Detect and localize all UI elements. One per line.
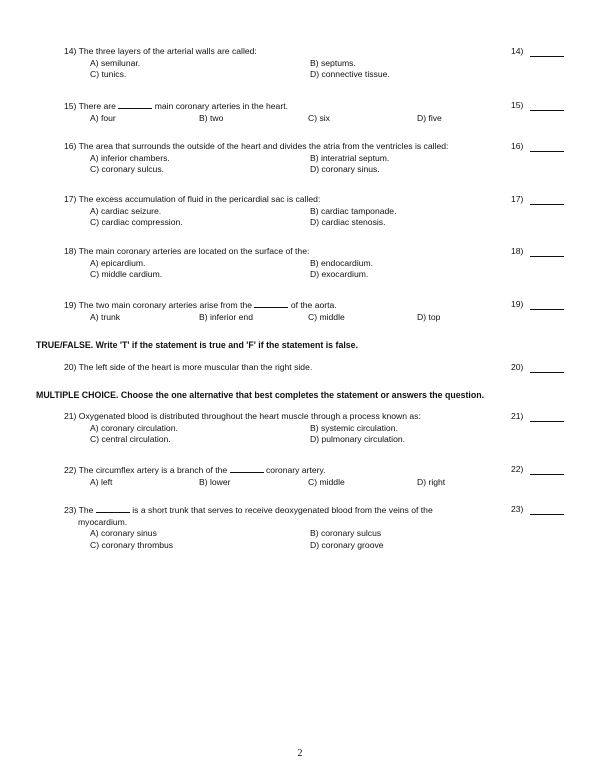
answer-number: 19) bbox=[511, 299, 524, 309]
option-d: D) exocardium. bbox=[310, 269, 369, 279]
option-c: C) middle cardium. bbox=[90, 269, 163, 279]
option-b: B) interatrial septum. bbox=[310, 152, 390, 163]
page-number: 2 bbox=[297, 748, 303, 759]
option-c: C) coronary thrombus bbox=[90, 539, 174, 550]
option-c: C) middle bbox=[308, 311, 345, 322]
option-a: A) coronary circulation. bbox=[90, 422, 178, 433]
answer-blank[interactable] bbox=[530, 110, 564, 111]
fill-in-blank bbox=[254, 299, 288, 308]
stem-text-before: 22) The circumflex artery is a branch of the bbox=[64, 465, 228, 475]
question-stem: 21) Oxygenated blood is distributed throughout the heart muscle through a process known as: bbox=[64, 411, 421, 421]
option-b: B) inferior end bbox=[199, 311, 253, 322]
option-d: D) right bbox=[417, 476, 446, 487]
option-b: B) two bbox=[199, 112, 224, 123]
option-b: B) systemic circulation. bbox=[310, 422, 398, 433]
option-c: C) coronary sulcus. bbox=[90, 164, 165, 174]
question-stem: 18) The main coronary arteries are located on the surface of the: bbox=[64, 246, 310, 256]
option-d: D) pulmonary circulation. bbox=[310, 434, 406, 444]
question-19 bbox=[64, 299, 564, 323]
option-d: D) coronary groove bbox=[310, 539, 384, 550]
option-b: B) coronary sulcus bbox=[310, 528, 382, 538]
stem-text-after: coronary artery. bbox=[265, 465, 326, 475]
option-c: C) six bbox=[308, 112, 330, 123]
option-d: D) top bbox=[417, 311, 441, 322]
stem-text-after: of the aorta. bbox=[290, 300, 337, 310]
question-21 bbox=[64, 411, 564, 446]
option-a: A) coronary sinus bbox=[90, 528, 157, 538]
option-c: C) central circulation. bbox=[90, 434, 171, 444]
option-a: A) semilunar. bbox=[90, 57, 141, 68]
question-stem: 17) The excess accumulation of fluid in the pericardial sac is called: bbox=[64, 194, 321, 204]
option-d: D) five bbox=[417, 112, 442, 123]
options bbox=[64, 423, 564, 446]
option-b: B) endocardium. bbox=[310, 257, 374, 268]
question-stem: 20) The left side of the heart is more muscular than the right side. bbox=[64, 362, 313, 372]
options bbox=[64, 58, 564, 81]
question-stem bbox=[64, 504, 564, 528]
option-c: C) cardiac compression. bbox=[90, 217, 183, 227]
question-18 bbox=[64, 246, 564, 281]
answer-blank[interactable] bbox=[530, 421, 564, 422]
answer-number: 14) bbox=[511, 46, 524, 56]
stem-text-before: 19) The two main coronary arteries arise from the bbox=[64, 300, 253, 310]
option-d: D) cardiac stenosis. bbox=[310, 217, 386, 227]
option-b: B) lower bbox=[199, 476, 231, 487]
option-a: A) four bbox=[90, 112, 116, 123]
answer-blank[interactable] bbox=[530, 256, 564, 257]
question-14 bbox=[64, 46, 564, 81]
answer-blank[interactable] bbox=[530, 514, 564, 515]
options bbox=[64, 477, 564, 489]
answer-blank[interactable] bbox=[530, 204, 564, 205]
section-heading-multiple-choice: MULTIPLE CHOICE. Choose the one alternative that best completes the statement or answers the question. bbox=[36, 390, 485, 400]
question-15 bbox=[64, 100, 564, 124]
answer-number: 18) bbox=[511, 246, 524, 256]
options bbox=[64, 312, 564, 324]
option-a: A) cardiac seizure. bbox=[90, 205, 162, 216]
option-b: B) septums. bbox=[310, 57, 356, 68]
options bbox=[64, 528, 564, 551]
answer-number: 23) bbox=[511, 504, 524, 514]
question-stem bbox=[64, 299, 564, 312]
answer-number: 16) bbox=[511, 141, 524, 151]
stem-text-before: 23) The bbox=[64, 505, 94, 515]
option-d: D) coronary sinus. bbox=[310, 164, 380, 174]
answer-blank[interactable] bbox=[530, 151, 564, 152]
fill-in-blank bbox=[230, 464, 264, 473]
option-a: A) epicardium. bbox=[90, 257, 146, 268]
question-23 bbox=[64, 504, 564, 551]
answer-blank[interactable] bbox=[530, 372, 564, 373]
section-heading-true-false: TRUE/FALSE. Write 'T' if the statement is true and 'F' if the statement is false. bbox=[36, 340, 359, 350]
answer-number: 22) bbox=[511, 464, 524, 474]
question-22 bbox=[64, 464, 564, 488]
options bbox=[64, 153, 564, 176]
options bbox=[64, 113, 564, 125]
stem-text-before: 15) There are bbox=[64, 101, 116, 111]
answer-blank[interactable] bbox=[530, 56, 564, 57]
options bbox=[64, 258, 564, 281]
question-stem bbox=[64, 100, 564, 113]
fill-in-blank bbox=[118, 100, 152, 109]
options bbox=[64, 206, 564, 229]
answer-number: 21) bbox=[511, 411, 524, 421]
question-stem bbox=[64, 464, 564, 477]
option-c: C) middle bbox=[308, 476, 345, 487]
question-stem: 16) The area that surrounds the outside of the heart and divides the atria from the ventricles is called: bbox=[64, 141, 449, 151]
question-20 bbox=[64, 362, 564, 374]
fill-in-blank bbox=[96, 504, 130, 513]
answer-blank[interactable] bbox=[530, 309, 564, 310]
answer-number: 20) bbox=[511, 362, 524, 372]
question-16 bbox=[64, 141, 564, 176]
option-b: B) cardiac tamponade. bbox=[310, 205, 397, 216]
stem-text-after: is a short trunk that serves to receive deoxygenated blood from the veins of the bbox=[132, 505, 433, 515]
stem-text-continuation: myocardium. bbox=[78, 516, 128, 527]
option-a: A) inferior chambers. bbox=[90, 152, 170, 163]
stem-text-after: main coronary arteries in the heart. bbox=[154, 101, 288, 111]
answer-number: 17) bbox=[511, 194, 524, 204]
option-a: A) trunk bbox=[90, 311, 121, 322]
question-17 bbox=[64, 194, 564, 229]
option-d: D) connective tissue. bbox=[310, 69, 390, 79]
option-c: C) tunics. bbox=[90, 69, 127, 79]
option-a: A) left bbox=[90, 476, 113, 487]
answer-blank[interactable] bbox=[530, 474, 564, 475]
question-stem: 14) The three layers of the arterial walls are called: bbox=[64, 46, 257, 56]
answer-number: 15) bbox=[511, 100, 524, 110]
